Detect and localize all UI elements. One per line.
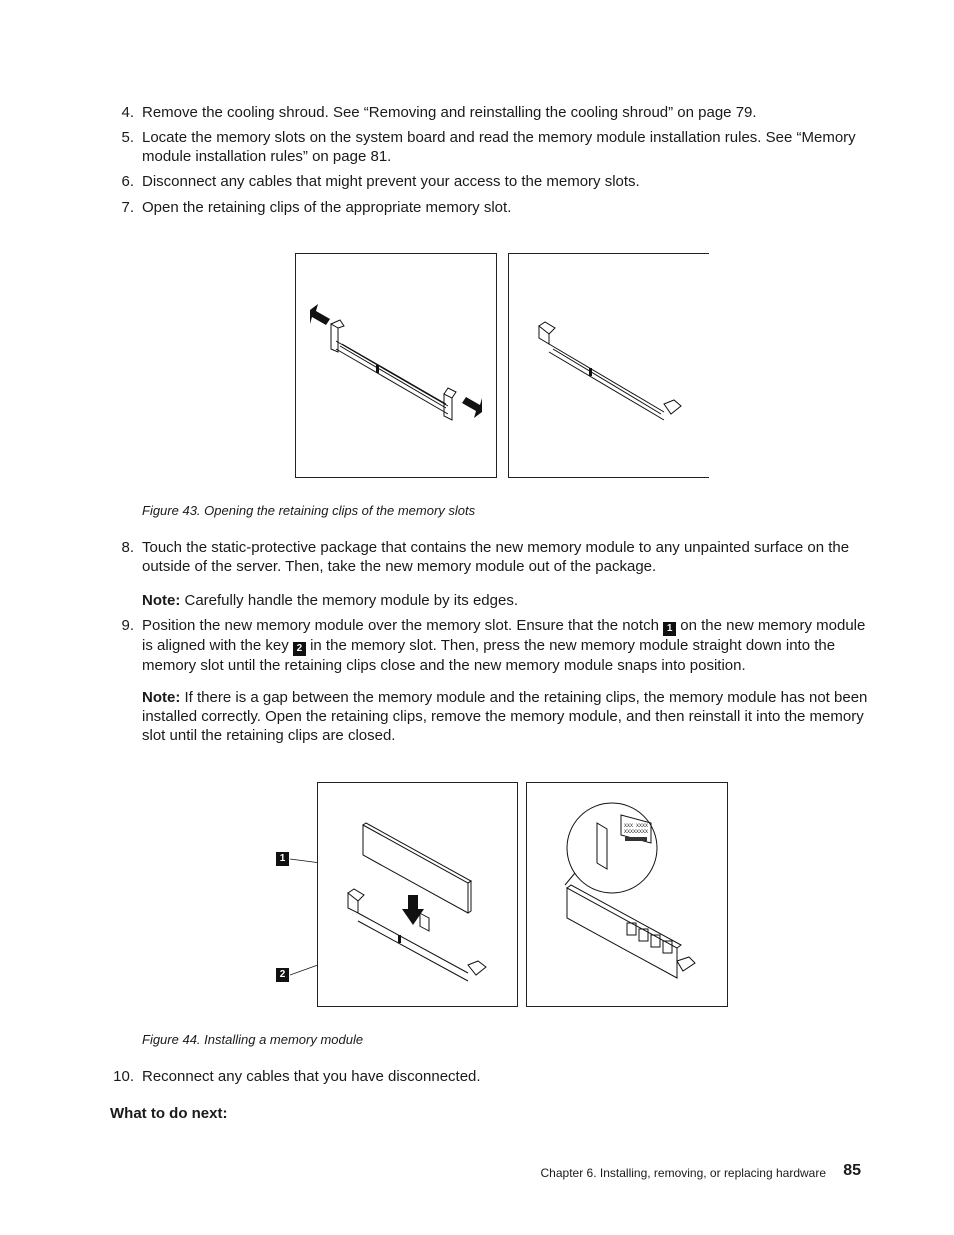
module-label-line2: XXXXXXXX: [624, 829, 649, 835]
step-text: Open the retaining clips of the appropriate memory slot.: [142, 199, 512, 216]
callout-1-marker: 1: [276, 852, 289, 866]
what-to-do-next-heading: What to do next:: [110, 1105, 228, 1122]
arrow-left-icon: [310, 304, 330, 325]
memory-slot-clips-opening-illustration: [296, 254, 496, 477]
step-4: [110, 103, 870, 122]
step-7: [110, 198, 870, 217]
step-number: 6.: [121, 173, 134, 190]
figure-44-right-panel: [526, 782, 728, 1007]
figure-43-left-panel: [295, 253, 497, 478]
note-label: Note:: [142, 592, 181, 609]
step-number: 9.: [121, 617, 134, 634]
note-label: Note:: [142, 689, 181, 706]
step-text: Touch the static-protective package that contains the new memory module to any unpainted surface on the outside of the server. Then, take the new memory module out of the package.: [142, 539, 850, 575]
note-handle-module: [142, 591, 870, 610]
memory-slot-clips-open-illustration: [509, 254, 709, 477]
step-text-part: Position the new memory module over the memory slot. Ensure that the notch: [142, 617, 664, 634]
figure-43-right-panel: [508, 253, 709, 478]
memory-module-installed-illustration: [527, 783, 727, 1006]
step-9: [110, 616, 870, 675]
module-label-line1: XXX XXXX: [624, 823, 649, 829]
callout-2-marker: 2: [276, 968, 289, 982]
note-gap-warning: [142, 688, 870, 745]
step-text-part: in the memory slot. Then, press the new memory module straight down into the memory slot until the retaining clips close and the new memory module snaps into position.: [142, 637, 836, 674]
step-8: [110, 538, 870, 576]
figure-44-caption: Figure 44. Installing a memory module: [142, 1032, 364, 1047]
step-number: 5.: [121, 129, 134, 146]
figure-44-left-panel: [317, 782, 518, 1007]
step-text: Remove the cooling shroud. See “Removing and reinstalling the cooling shroud” on page 79.: [142, 104, 757, 121]
step-text: Locate the memory slots on the system board and read the memory module installation rules. See “Memory module installation rules” on page 81.: [142, 129, 856, 165]
step-text: Disconnect any cables that might prevent your access to the memory slots.: [142, 173, 640, 190]
step-text: Reconnect any cables that you have disconnected.: [142, 1068, 481, 1085]
callout-1-badge: 1: [663, 622, 676, 636]
step-6: [110, 172, 870, 191]
step-5: [110, 128, 870, 166]
page-number: 85: [843, 1162, 861, 1179]
callout-2-badge: 2: [293, 642, 306, 656]
note-text: If there is a gap between the memory module and the retaining clips, the memory module has not been installed correctly. Open the retaining clips, remove the memory module, and then reinstall it into the memory slot until the retaining clips are closed.: [142, 689, 868, 744]
step-text-part: on the new memory module is aligned with the key: [142, 617, 866, 654]
figure-43-caption: Figure 43. Opening the retaining clips of the memory slots: [142, 503, 476, 518]
memory-module-insertion-illustration: [318, 783, 517, 1006]
barcode-icon: [625, 837, 647, 841]
step-number: 7.: [121, 199, 134, 216]
arrow-down-icon: [402, 895, 424, 925]
arrow-right-icon: [462, 397, 482, 418]
footer-chapter: Chapter 6. Installing, removing, or replacing hardware: [540, 1166, 826, 1180]
step-10: [110, 1067, 870, 1086]
step-number: 4.: [121, 104, 134, 121]
step-number: 8.: [121, 539, 134, 556]
step-text: [142, 616, 870, 675]
note-text: Carefully handle the memory module by its edges.: [180, 592, 518, 609]
step-number: 10.: [113, 1068, 134, 1085]
